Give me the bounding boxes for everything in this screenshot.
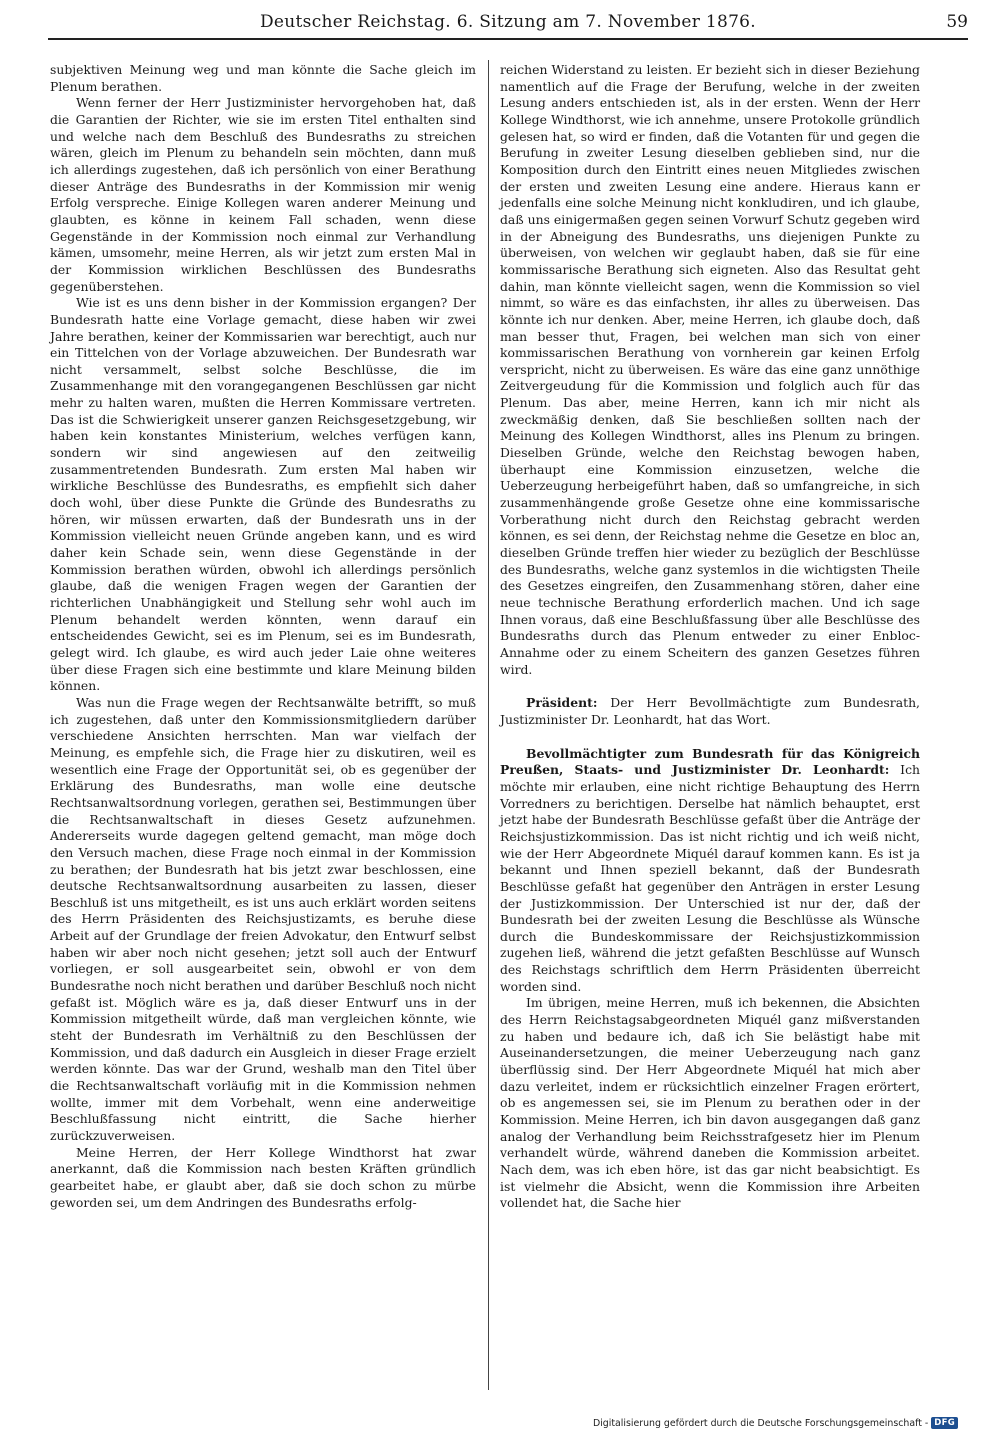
paragraph [50, 695, 476, 1145]
paragraph-text: Was nun die Frage wegen der Rechtsanwälte betrifft, so muß ich zugestehen, daß unter den Kommissionsmitgliedern darüber verschiedene Ansichten herrschten. Man war vielfach der Meinung, es empfehle sich, die Frage hier zu diskutiren, weil es wesentlich eine Frage der Opportunität sei, ob es gegenüber der Erklärung des Bundesraths, man wolle eine deutsche Rechtsanwaltsordnung vorlegen, gerathen sei, Bestimmungen über die Rechtsanwaltschaft in dieses Gesetz aufzunehmen. Andererseits wurde dagegen geltend gemacht, man möge doch den Versuch machen, diese Frage noch einmal in der Kommission zu berathen; der Bundesrath hat bis jetzt zwar beschlossen, eine deutsche Rechtsanwaltsordnung ausarbeiten zu lassen, dieser Beschluß ist uns mitgetheilt, es ist uns auch erklärt worden seitens des Herrn Präsidenten des Reichsjustizamts, es beruhe diese Arbeit auf der Grundlage der freien Advokatur, den Entwurf selbst haben wir aber noch nicht gesehen; jetzt soll auch der Entwurf vorliegen, er soll ausgearbeitet sein, obwohl er von dem Bundesrathe noch nicht berathen und darüber Beschluß noch nicht gefaßt ist. Möglich wäre es ja, daß dieser Entwurf uns in der Kommission mitgetheilt würde, daß man vergleichen könnte, wie steht der Bundesrath im Verhältniß zu den Beschlüssen der Kommission, und daß dadurch ein Ausgleich in dieser Frage erzielt werden könnte. Das war der Grund, weshalb man den Titel über die Rechtsanwaltschaft vorläufig mit in die Kommission nehmen wollte, immer mit dem Vorbehalt, wenn eine anderweitige Beschlußfassung nicht eintritt, die Sache hierher zurückzuverweisen. [50, 694, 476, 1143]
paragraph [500, 62, 920, 678]
paragraph [500, 746, 920, 996]
paragraph [50, 62, 476, 95]
header-title: Deutscher Reichstag. 6. Sitzung am 7. November 1876. [260, 12, 756, 32]
paragraph-text: subjektiven Meinung weg und man könnte die Sache gleich im Plenum berathen. [50, 62, 476, 94]
speaker-name: Präsident: [526, 695, 598, 711]
paragraph-text: Der Herr Bevollmächtigte zum Bundesrath, Justizminister Dr. Leonhardt, hat das Wort. [500, 695, 920, 727]
column-divider [488, 60, 489, 1390]
right-column [500, 62, 920, 1212]
digitization-credit [593, 1416, 958, 1430]
paragraph [50, 1145, 476, 1212]
paragraph [50, 95, 476, 295]
paragraph-text: Ich möchte mir erlauben, eine nicht richtige Behauptung des Herrn Vorredners zu berichtigen. Derselbe hat nämlich behauptet, erst jetzt habe der Bundesrath Beschlüsse gefaßt über die Anträge der Reichsjustizkommission. Das ist nicht richtig und ich weiß nicht, wie der Herr Abgeordnete Miquél darauf kommen kann. Es ist ja bekannt und Ihnen speziell bekannt, daß der Bundesrath Beschlüsse gefaßt hat gegenüber den Anträgen in erster Lesung der Justizkommission. Der Unterschied ist nur der, daß der Bundesrath bei der zweiten Lesung die Beschlüsse als Wünsche durch die Bundeskommissare der Reichsjustizkommission zugehen ließ, während die jetzt gefaßten Beschlüsse auf Wunsch des Reichstags schriftlich dem Herrn Präsidenten überreicht worden sind. [500, 762, 920, 994]
paragraph-text: reichen Widerstand zu leisten. Er bezieht sich in dieser Beziehung namentlich auf die Frage der Berufung, welche in der zweiten Lesung anders entschieden ist, als in der ersten. Wenn der Herr Kollege Windthorst, wie ich annehme, unsere Protokolle gründlich gelesen hat, so wird er finden, daß die Votanten für und gegen die Berufung in zweiter Lesung dieselben geblieben sind, nur die Komposition durch den Eintritt eines neuen Mitgliedes zwischen der ersten und zweiten Lesung eine andere. Hieraus kann er jedenfalls eine solche Meinung nicht konkludiren, und ich glaube, daß uns einigermaßen gegen seinen Vorwurf Schutz gegeben wird in der Abneigung des Bundesraths, uns diejenigen Punkte zu überweisen, von welchen wir geglaubt haben, daß sie für eine kommissarische Berathung sich eigneten. Also das Resultat geht dahin, man könnte vielleicht sagen, wenn die Kommission so viel nimmt, so wäre es das einfachsten, ihr alles zu überweisen. Das könnte ich nur denken. Aber, meine Herren, ich glaube doch, daß man besser thut, Fragen, bei welchen man sich von einer kommissarischen Berathung von vornherein gar keinen Erfolg verspricht, nicht zu überweisen. Es wäre das eine ganz unnöthige Zeitvergeudung für die Kommission und folglich auch für das Plenum. Das aber, meine Herren, kann ich mir nicht als zweckmäßig denken, daß Sie beschließen sollten nach der Meinung des Kollegen Windthorst, alles ins Plenum zu bringen. Dieselben Gründe, welche den Reichstag bewogen haben, überhaupt eine Kommission einzusetzen, welche die Ueberzeugung herbeigeführt haben, daß so umfangreiche, in sich zusammenhängende große Gesetze ohne eine kommissarische Vorberathung nicht durch den Reichstag gebracht werden können, es sei denn, der Reichstag nehme die Gesetze en bloc an, dieselben Gründe treffen hier wieder zu bezüglich der Beschlüsse des Bundesraths, welche ganz systemlos in die wichtigsten Theile des Gesetzes eingreifen, den Zusammenhang stören, daher eine neue technische Berathung erforderlich machen. Und ich sage Ihnen voraus, daß eine Beschlußfassung über alle Beschlüsse des Bundesraths durch das Plenum entweder zu einer Enbloc-Annahme oder zu einem Scheitern des ganzen Gesetzes führen wird. [500, 62, 920, 677]
footer-credit-text: Digitalisierung gefördert durch die Deutsche Forschungsgemeinschaft - [592, 1417, 929, 1429]
page-number: 59 [946, 12, 968, 32]
paragraph-text: Wie ist es uns denn bisher in der Kommission ergangen? Der Bundesrath hatte eine Vorlage gemacht, diese haben wir zwei Jahre berathen, keiner der Kommissarien war berechtigt, auch nur ein Tittelchen von der Vorlage abzuweichen. Der Bundesrath war nicht versammelt, selbst solche Beschlüsse, die im Zusammenhange mit den vorangegangenen Beschlüssen gar nicht mehr zu halten waren, mußten die Herren Kommissare vertreten. Das ist die Schwierigkeit unserer ganzen Reichsgesetzgebung, wir haben kein konstantes Ministerium, welches verfügen kann, sondern wir sind angewiesen auf den zeitweilig zusammentretenden Bundesrath. Zum ersten Mal haben wir wirkliche Beschlüsse des Bundesraths, es empfiehlt sich daher doch wohl, über diese Punkte die Gründe des Bundesraths zu hören, wir müssen erwarten, daß der Bundesrath uns in der Kommission vielleicht neuen Gründe angeben kann, und es wird daher kein Schade sein, wenn diese Gegenstände in der Kommission berathen würden, obwohl ich allerdings persönlich glaube, daß die wenigen Fragen wegen der Garantien der richterlichen Unabhängigkeit und Stellung sehr wohl auch im Plenum behandelt werden könnten, wenn darauf ein entscheidendes Gewicht, sei es im Plenum, sei es im Bundesrath, gelegt wird. Ich glaube, es wird auch jeder Laie ohne weiteres über diese Fragen sich eine bestimmte und klare Meinung bilden können. [50, 295, 476, 694]
dfg-logo: DFG [931, 1417, 958, 1429]
left-column [50, 62, 476, 1211]
paragraph-text: Im übrigen, meine Herren, muß ich bekennen, die Absichten des Herrn Reichstagsabgeordneten Miquél ganz mißverstanden zu haben und bedaure ich, daß ich Sie belästigt habe mit Auseinandersetzungen, die meiner Ueberzeugung nach ganz überflüssig sind. Der Herr Abgeordnete Miquél hat mich aber dazu verleitet, indem er rücksichtlich einzelner Fragen erörtert, ob es angemessen sei, sie im Plenum zu berathen oder in der Kommission. Meine Herren, ich bin davon ausgegangen daß ganz analog der Verhandlung beim Reichsstrafgesetz hier im Plenum verhandelt würde, während daneben die Kommission arbeitet. Nach dem, was ich eben höre, ist das gar nicht beabsichtigt. Es ist vielmehr die Absicht, wenn die Kommission ihre Arbeiten vollendet hat, die Sache hier [500, 995, 920, 1211]
speaker-name: Bevollmächtigter zum Bundesrath für das Königreich Preußen, Staats- und Justizminister Dr. Leonhardt: [500, 745, 920, 778]
paragraph [50, 295, 476, 695]
paragraph-text: Meine Herren, der Herr Kollege Windthorst hat zwar anerkannt, daß die Kommission nach besten Kräften gründlich gearbeitet habe, er glaubt aber, daß sie doch schon zu mürbe geworden sei, um dem Andringen des Bundesraths erfolg- [50, 1144, 476, 1210]
running-header [48, 10, 968, 40]
paragraph [500, 995, 920, 1212]
paragraph [500, 695, 920, 728]
paragraph-text: Wenn ferner der Herr Justizminister hervorgehoben hat, daß die Garantien der Richter, wie sie im ersten Titel enthalten sind und welche nach dem Beschluß des Bundesraths zu streichen wären, gleich im Plenum zu behandeln sein möchten, dann muß ich allerdings zugestehen, daß ich persönlich von einer Berathung dieser Anträge des Bundesraths in der Kommission mir wenig Erfolg verspreche. Einige Kollegen waren anderer Meinung und glaubten, es könne in keinem Fall schaden, wenn diese Gegenstände in der Kommission noch einmal zur Verhandlung kämen, umsomehr, meine Herren, als wir jetzt zum ersten Mal in der Kommission wirklichen Beschlüssen des Bundesraths gegenüberstehen. [50, 95, 476, 294]
